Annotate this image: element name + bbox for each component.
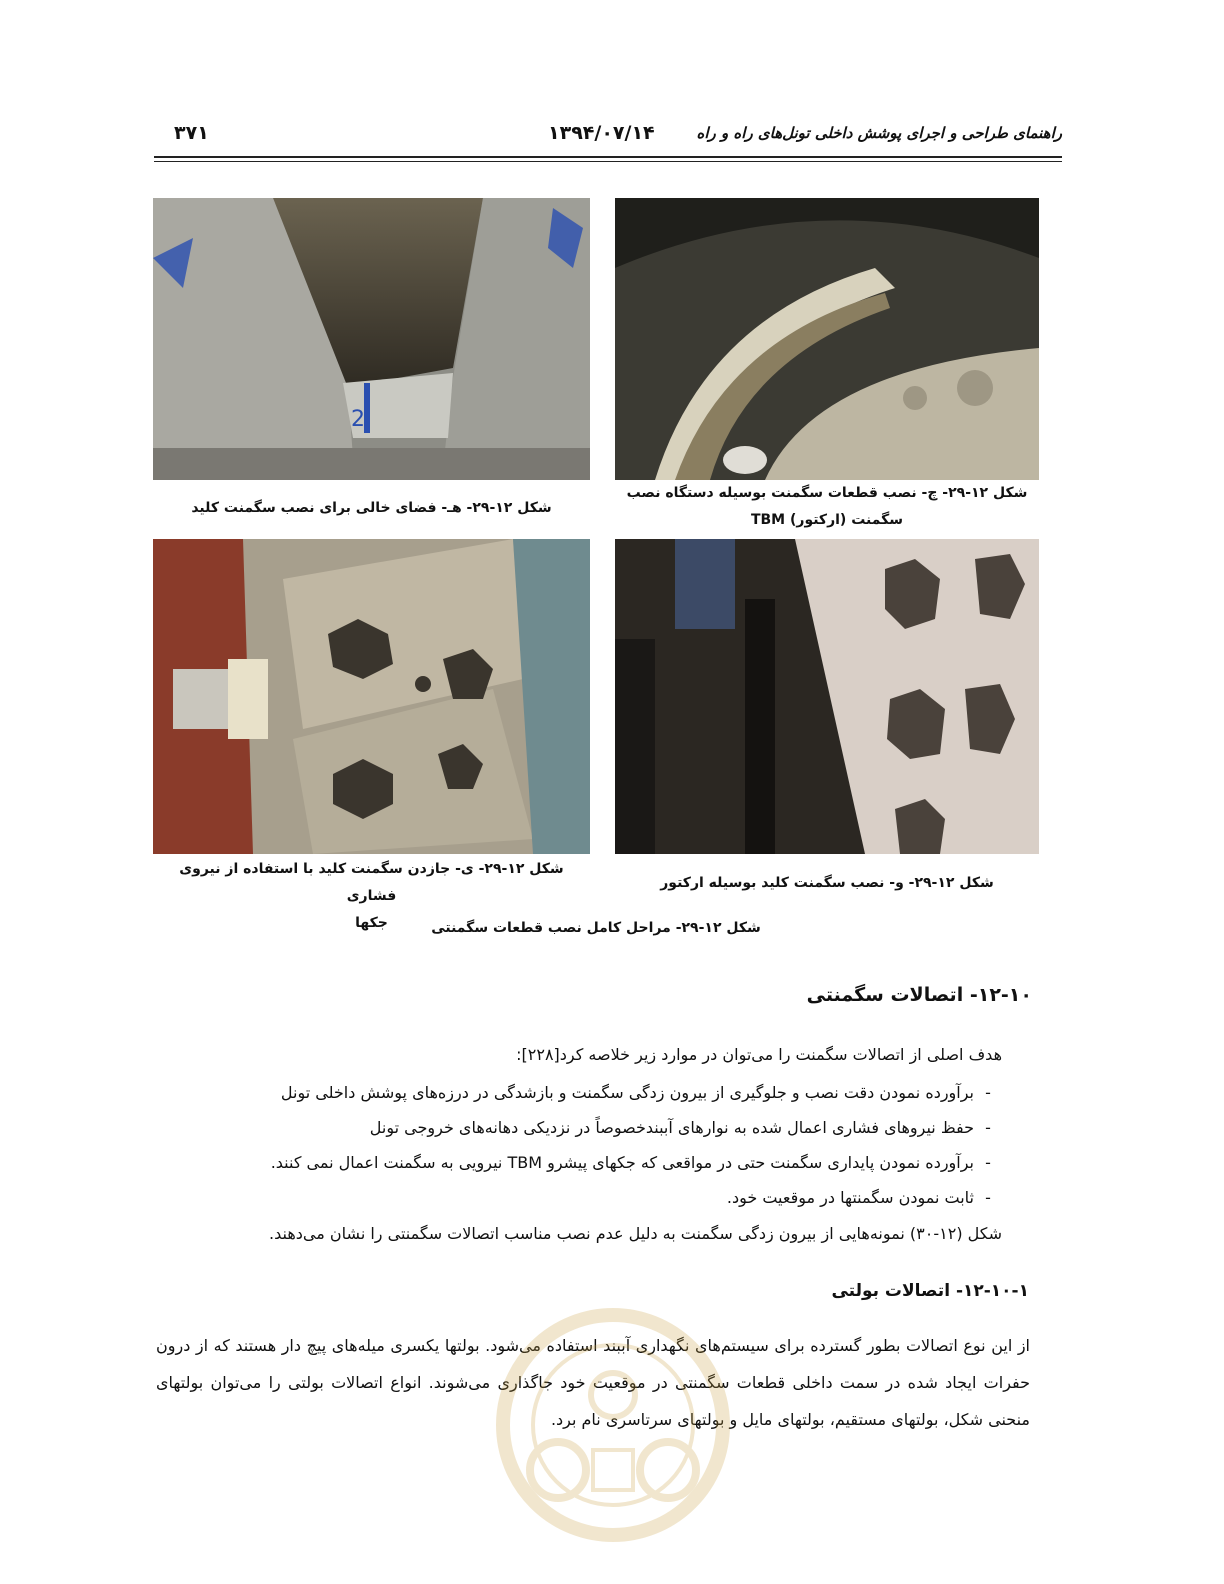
header-rule-thick — [154, 156, 1062, 158]
photo-erector-install — [615, 198, 1039, 480]
list-item: -برآورده نمودن دقت نصب و جلوگیری از بیرون زدگی سگمنت و بازشدگی در درزه‌های پوشش داخلی تونل — [280, 1083, 991, 1102]
bullet-list — [122, 1075, 1002, 1215]
running-header-title: راهنمای طراحی و اجرای پوشش داخلی تونل‌های راه و راه — [696, 124, 1062, 142]
photo-segment-number: 2 — [351, 407, 365, 432]
watermark-logo — [488, 1300, 738, 1570]
running-header-date: ۱۳۹۴/۰۷/۱۴ — [548, 122, 655, 144]
page-number: ۳۷۱ — [174, 122, 209, 144]
photo-key-segment-erector — [615, 539, 1039, 854]
list-item: -ثابت نمودن سگمنتها در موقعیت خود. — [726, 1188, 991, 1207]
caption-top-left: شکل ۱۲-۲۹- هـ- فضای خالی برای نصب سگمنت کلید — [191, 500, 552, 516]
figure-main-caption: شکل ۱۲-۲۹- مراحل کامل نصب قطعات سگمنتی — [431, 920, 761, 936]
header-rule-thin — [154, 161, 1062, 162]
photo-key-segment-gap — [153, 198, 590, 480]
list-item: -برآورده نمودن پایداری سگمنت حتی در مواقعی که جکهای پیشرو TBM نیرویی به سگمنت اعمال نمی کنند. — [270, 1153, 991, 1172]
caption-bottom-right: شکل ۱۲-۲۹- و- نصب سگمنت کلید بوسیله ارکتور — [660, 875, 994, 891]
list-item: -حفظ نیروهای فشاری اعمال شده به نوارهای آببندخصوصاً در نزدیکی دهانه‌های خروجی تونل — [369, 1118, 991, 1137]
caption-bottom-left: شکل ۱۲-۲۹- ی- جازدن سگمنت کلید با استفاده از نیروی فشاری جکها — [179, 861, 564, 931]
caption-top-right: شکل ۱۲-۲۹- چ- نصب قطعات سگمنت بوسیله دستگاه نصب سگمنت (ارکتور) TBM — [626, 485, 1028, 528]
section-intro: هدف اصلی از اتصالات سگمنت را می‌توان در موارد زیر خلاصه کرد[۲۲۸]: — [516, 1045, 1002, 1064]
photo-key-segment-jacks — [153, 539, 590, 854]
subsection-paragraph: از این نوع اتصالات بطور گسترده برای سیستم‌های نگهداری آببند استفاده می‌شود. بولتها یکسری میله‌های پیچ دار هستند که از درون حفرات ایجاد شده در سمت داخلی قطعات سگمنتی در موقعیت خود جاگذاری می‌شوند. انواع اتصالات بولتی را می‌توان بولتهای منحنی شکل، بولتهای مستقیم، بولتهای مایل و بولتهای سرتاسری نام برد. — [156, 1336, 1030, 1429]
subsection-heading: ۱۲-۱۰-۱- اتصالات بولتی — [831, 1281, 1029, 1301]
figure-reference: شکل (۱۲-۳۰) نمونه‌هایی از بیرون زدگی سگمنت به دلیل عدم نصب مناسب اتصالات سگمنتی را نشان می‌دهند. — [269, 1224, 1002, 1243]
section-heading: ۱۲-۱۰- اتصالات سگمنتی — [806, 984, 1032, 1006]
